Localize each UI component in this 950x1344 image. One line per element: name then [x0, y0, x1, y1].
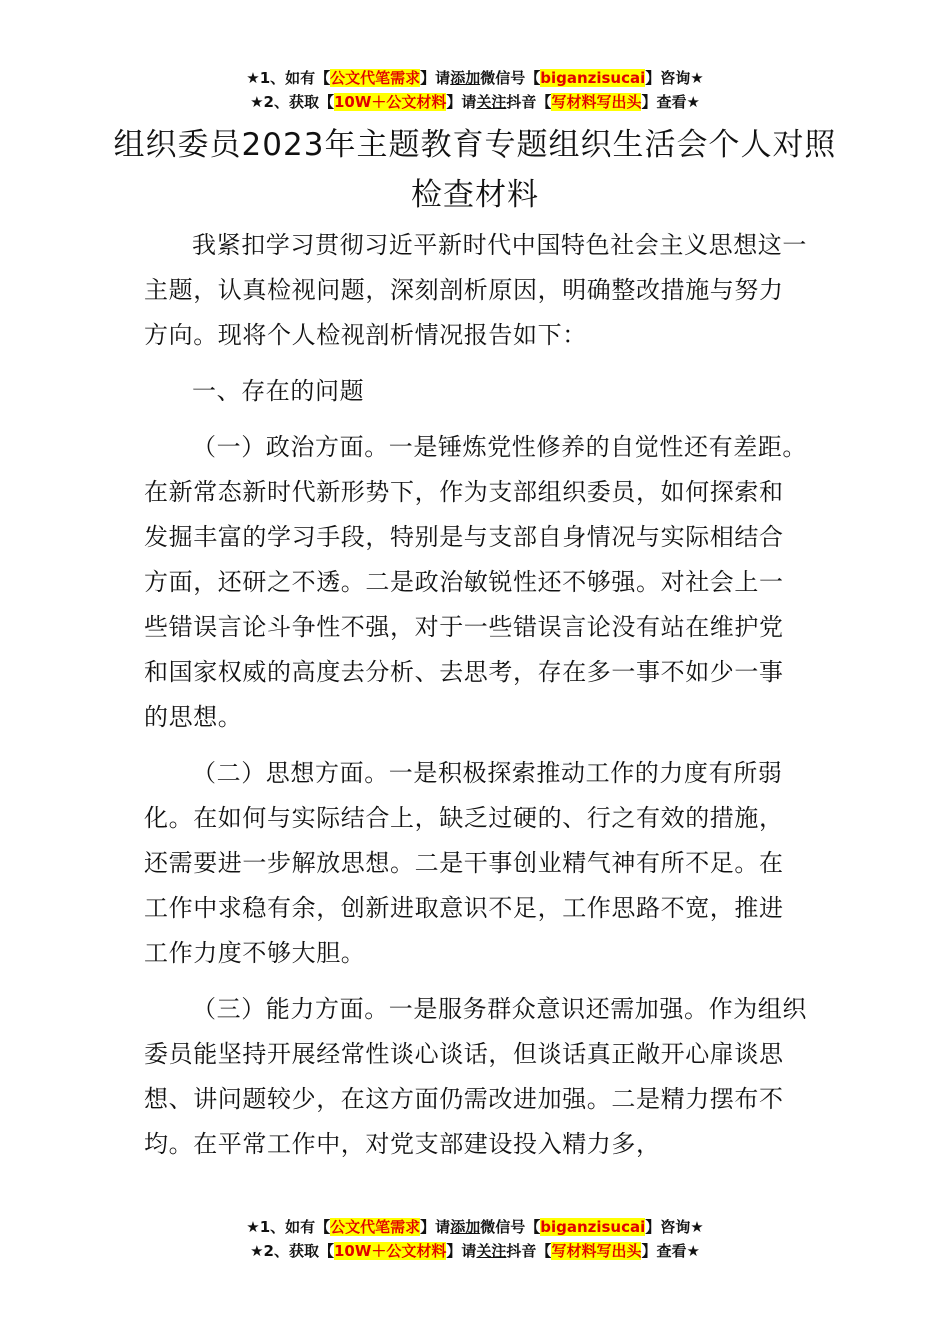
banner-text: 】请	[420, 1218, 451, 1236]
banner-text: 】查看★	[641, 1242, 700, 1260]
banner-text: 微信号【	[480, 69, 541, 87]
banner-line-1	[0, 66, 950, 90]
footer-banner	[0, 1215, 950, 1263]
banner-text: 抖音【	[506, 1242, 552, 1260]
banner-highlight: 写材料写出头	[551, 93, 642, 111]
paragraph: （二）思想方面。一是积极探索推动工作的力度有所弱化。在如何与实际结合上，缺乏过硬的、行之有效的措施，还需要进一步解放思想。二是干事创业精气神有所不足。在工作中求稳有余，创新进取意识不足，工作思路不宽，推进工作力度不够大胆。	[144, 759, 784, 967]
banner-text: ★1、如有【	[246, 69, 331, 87]
banner-text: 】请	[420, 69, 451, 87]
banner-highlight: biganzisucai	[540, 69, 646, 87]
banner-underline: 关注	[476, 93, 507, 111]
banner-text: 】咨询★	[645, 69, 704, 87]
banner-text: ★2、获取【	[250, 1242, 334, 1260]
document-title: 组织委员2023年主题教育专题组织生活会个人对照检查材料	[113, 127, 837, 213]
banner-underline: 关注	[476, 1242, 507, 1260]
paragraph: 我紧扣学习贯彻习近平新时代中国特色社会主义思想这一主题，认真检视问题，深刻剖析原因，明确整改措施与努力方向。现将个人检视剖析情况报告如下：	[144, 231, 807, 349]
banner-text: ★2、获取【	[250, 93, 334, 111]
document-body	[144, 223, 808, 1178]
banner-highlight: 10W＋公文材料	[333, 93, 447, 111]
banner-text: 抖音【	[506, 93, 552, 111]
banner-text: 】咨询★	[645, 1218, 704, 1236]
banner-text: 】请	[446, 1242, 477, 1260]
paragraph: （三）能力方面。一是服务群众意识还需加强。作为组织委员能坚持开展经常性谈心谈话，但谈话真正敞开心扉谈思想、讲问题较少，在这方面仍需改进加强。二是精力摆布不均。在平常工作中，对党支部建设投入精力多，	[144, 995, 807, 1158]
banner-highlight: 公文代笔需求	[330, 1218, 421, 1236]
banner-line-2	[0, 90, 950, 114]
banner-highlight: 10W＋公文材料	[333, 1242, 447, 1260]
banner-text: 微信号【	[480, 1218, 541, 1236]
banner-highlight: biganzisucai	[540, 1218, 646, 1236]
section-heading: 一、存在的问题	[192, 377, 365, 405]
banner-underline: 添加	[450, 1218, 481, 1236]
banner-highlight: 公文代笔需求	[330, 69, 421, 87]
paragraph: （一）政治方面。一是锤炼党性修养的自觉性还有差距。在新常态新时代新形势下，作为支部组织委员，如何探索和发掘丰富的学习手段，特别是与支部自身情况与实际相结合方面，还研之不透。二是政治敏锐性还不够强。对社会上一些错误言论斗争性不强，对于一些错误言论没有站在维护党和国家权威的高度去分析、去思考，存在多一事不如少一事的思想。	[144, 433, 807, 731]
banner-text: ★1、如有【	[246, 1218, 331, 1236]
banner-text: 】请	[446, 93, 477, 111]
banner-underline: 添加	[450, 69, 481, 87]
banner-line-2	[0, 1239, 950, 1263]
header-banner	[0, 66, 950, 114]
banner-highlight: 写材料写出头	[551, 1242, 642, 1260]
banner-text: 】查看★	[641, 93, 700, 111]
banner-line-1	[0, 1215, 950, 1239]
